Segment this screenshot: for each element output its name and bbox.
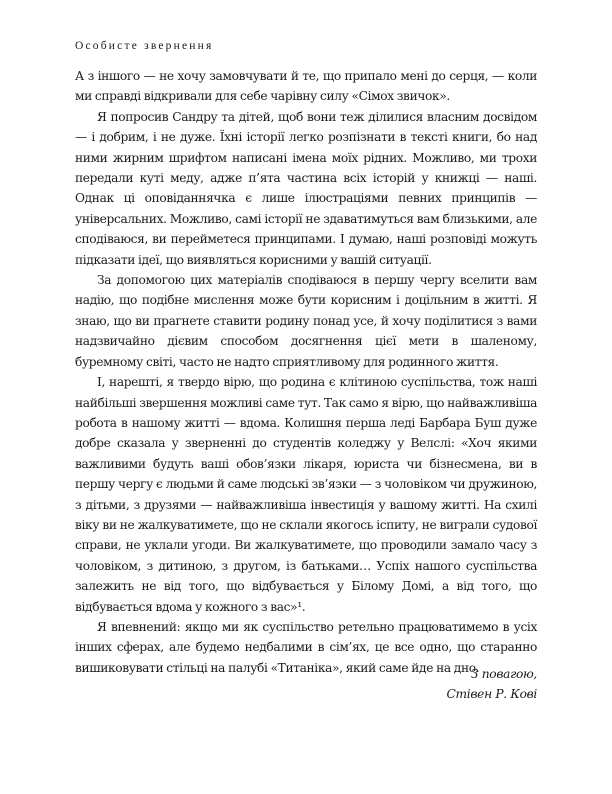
running-head: Особисте звернення	[75, 40, 214, 52]
signature-name: Стівен Р. Кові	[446, 687, 537, 702]
signature-block	[447, 664, 538, 705]
paragraph-4: І, нарешті, я твердо вірю, що родина є клітиною суспільства, тож наші найбільші звершення можливі саме тут. Так само я вірю, що найважливіша робота в нашому житті — вдома. Колишня перша леді Барбара Буш дуже добре сказала у зверненні до студентів коледжу у Велслі: «Хоч якими важливими будуть ваші обов’язки лікаря, юриста чи бізнесмена, ви в першу чергу є людьми й саме людські зв’язки — з чоловіком чи дружиною, з дітьми, з друзями — найважливіша інвестиція у вашому житті. На схилі віку ви не жалкуватимете, що не склали якогось іспиту, не виграли судової справи, не уклали угоди. Ви жалкуватимете, що проводили замало часу з чоловіком, з дитиною, з другом, із батьками… Успіх нашого суспільства залежить не від того, що відбувається у Білому Домі, а від того, що відбувається вдома у кожного з вас»¹.	[75, 375, 537, 614]
body-text	[75, 66, 537, 678]
signature-closing: З повагою,	[470, 667, 537, 681]
paragraph-1: А з іншого — не хочу замовчувати й те, що припало мені до серця, — коли ми справді відкривали для себе чарівну силу «Сімох звичок».	[75, 69, 537, 104]
paragraph-5: Я впевнений: якщо ми як суспільство ретельно працюватимемо в усіх інших сферах, але будемо недбалими в сім’ях, це все одно, що старанно вишиковувати стільці на палубі «Титаніка», який саме йде на дно.	[75, 619, 537, 675]
paragraph-2: Я попросив Сандру та дітей, щоб вони теж ділилися власним досвідом — і добрим, і не дуже. Їхні історії легко розпізнати в тексті книги, бо над ними жирним шрифтом написані імена моїх рідних. Можливо, ми трохи передали куті меду, адже п’ята частина всіх історій у книжці — наші. Однак ці оповіданнячка є лише ілюстраціями певних принципів — універсальних. Можливо, самі історії не здаватимуться вам близькими, але сподіваюся, ви перейметеся принципами. І думаю, наші розповіді можуть підказати ідеї, що виявляться корисними у вашій ситуації.	[75, 109, 537, 267]
paragraph-3: За допомогою цих матеріалів сподіваюся в першу чергу вселити вам надію, що подібне мислення може бути корисним і доцільним в житті. Я знаю, що ви прагнете ставити родину понад усе, й хочу поділитися з вами надзвичайно дієвим способом досягнення цієї мети в шаленому, буремному світі, часто не надто сприятливому для родинного життя.	[75, 273, 537, 369]
